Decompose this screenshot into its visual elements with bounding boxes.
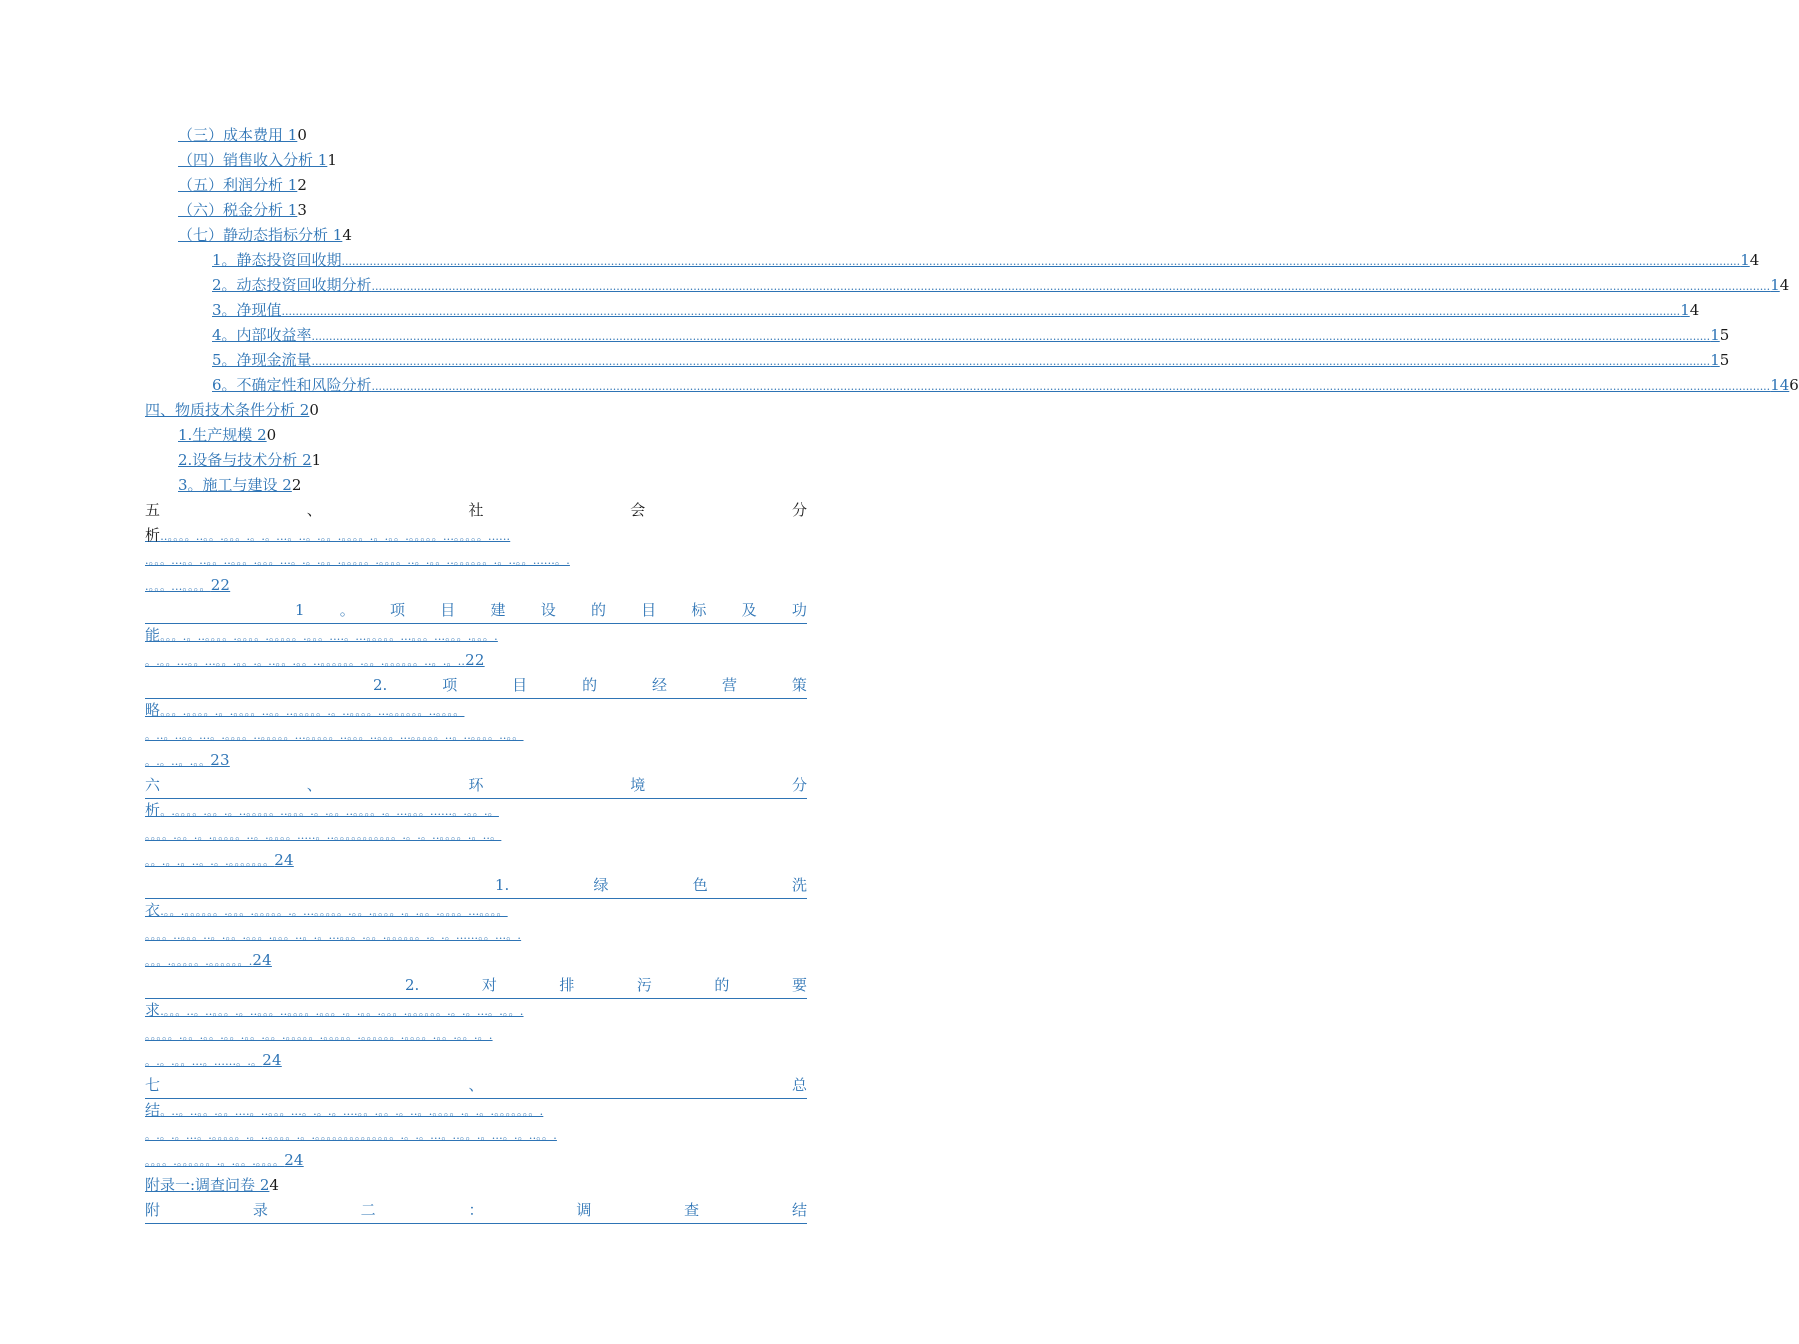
toc-section-4-item-2[interactable] [178,448,321,473]
toc-section-5-item-1-line2-lead: 能 [145,626,161,644]
toc-section-4-item-1[interactable] [178,423,276,448]
toc-subitem-1[interactable] [178,123,307,148]
toc-section-5-item-2-char: 2. [373,676,388,694]
toc-section-5-item-1-char: 及 [741,601,757,619]
toc-leader-label[interactable]: 3。净现值 [212,301,282,319]
toc-section-6-line2[interactable] [145,798,807,823]
toc-section-6-item-2-line3-dots: 。。。。。.。。.。。.。。.。。.。。.。。。。。.。。。。。.。。。。。。.。。。。.。。.。。.。. [145,1029,493,1042]
toc-subitem-1-page: 0 [297,126,307,144]
toc-section-6-item-1-line4-page[interactable]: 24 [252,951,272,969]
toc-section-5-item-1-line3[interactable] [145,648,807,673]
toc-section-5-item-2-line4-page[interactable]: 23 [210,751,230,769]
toc-section-6-line4[interactable] [145,848,807,873]
toc-section-5-heading-char: 会 [630,501,646,519]
toc-leader-page[interactable]: 14 [1770,376,1790,394]
toc-section-5-item-2-char: 项 [442,676,458,694]
toc-section-5-item-2[interactable] [145,673,807,699]
toc-section-6-item-1[interactable] [145,873,807,899]
toc-section-7-heading-char: 、 [468,1076,484,1094]
toc-section-6-heading[interactable] [145,773,807,799]
toc-section-5-heading-char: 、 [306,501,322,519]
toc-section-5-item-1-line2-dots: 。。。.。..。。。。.。。。。.。。。。。.。。。....。...。。。。。...。。。...。。。.。。。. [160,630,498,643]
toc-leader-page[interactable]: 1 [1710,326,1720,344]
toc-section-5-item-2-line2-dots: 。。。.。。。。.。.。。。。..。。..。。。。。.。..。。。。...。。。。。。..。。。。 [160,705,465,718]
toc-leader-page-tail: 6 [1789,376,1799,394]
toc-section-4-label[interactable]: 四、物质技术条件分析 2 [145,401,310,419]
toc-subitem-1-label[interactable]: （三）成本费用 1 [178,126,298,144]
toc-appendix-2-heading-char: 查 [684,1201,700,1219]
toc-section-6-item-2-line4-dots: 。.。.。。...。......。.。 [145,1055,263,1068]
toc-section-5-item-2-char: 经 [652,676,668,694]
toc-section-5-item-2-char: 的 [582,676,598,694]
toc-leader-item-1[interactable] [212,248,1760,273]
toc-section-6-item-2-line2-lead: 求 [145,1001,161,1019]
toc-section-5-item-1-char: 的 [590,601,606,619]
toc-leader-label[interactable]: 1。静态投资回收期 [212,251,342,269]
toc-section-4[interactable] [145,398,319,423]
toc-section-5-item-1-char: 目 [641,601,657,619]
toc-appendix-2-heading-char: ： [468,1201,484,1219]
dot-leader: ................................................................................................................................................................................................................................................................................................................................................................................................................ [341,255,1741,268]
toc-section-4-item-2-label[interactable]: 2.设备与技术分析 2 [178,451,312,469]
toc-subitem-5-label[interactable]: （七）静动态指标分析 1 [178,226,343,244]
toc-section-6-heading-char: 环 [468,776,484,794]
toc-section-6-heading-char: 境 [630,776,646,794]
dot-leader: ................................................................................................................................................................................................................................................................................................................................................................................................................ [311,355,1711,368]
toc-section-6-item-2-char: 2. [405,976,420,994]
toc-section-6-line2-dots: 。.。。。。.。。.。..。。。。。..。。。.。.。。..。。。。.。...。。。......。.。。.。 [160,805,499,818]
toc-section-7-heading[interactable] [145,1073,807,1099]
toc-section-5-line2-dots: ..。。。。..。。.。。。.。.。...。..。.。。.。。。。.。.。。.。。。。。...。。。。。...... [160,530,511,543]
toc-section-5-item-1-line2[interactable] [145,623,807,648]
toc-section-4-item-1-label[interactable]: 1.生产规模 2 [178,426,267,444]
toc-section-5-line4-dots: .。。。...。。。。 [145,580,211,593]
toc-section-6-line4-page[interactable]: 24 [274,851,294,869]
toc-section-5-item-1-char: 项 [390,601,406,619]
toc-section-5-item-2-line2[interactable] [145,698,807,723]
toc-section-4-item-1-page: 0 [266,426,277,444]
toc-section-6-item-2-char: 对 [481,976,497,994]
toc-section-6-heading-char: 六 [145,776,161,794]
toc-appendix-1-page: 4 [269,1176,279,1194]
toc-section-7-line3-dots: 。.。.。...。.。。。。。.。..。。。。.。.。。。。。。。。。。。。。。.。.。...。..。。.。...。.。..。。. [145,1129,557,1142]
toc-section-5-heading-char: 分 [791,501,807,519]
toc-section-4-page: 0 [309,401,319,419]
toc-leader-label[interactable]: 4。内部收益率 [212,326,312,344]
toc-section-7-heading-char: 总 [791,1076,807,1094]
toc-section-6-item-1-char: 洗 [791,876,807,894]
toc-section-6-item-2-char: 污 [636,976,652,994]
toc-section-6-item-1-line3[interactable] [145,923,807,948]
toc-section-6-heading-char: 、 [306,776,322,794]
toc-section-6-item-2-char: 排 [559,976,575,994]
toc-section-5-item-1-char: 功 [791,601,807,619]
toc-section-5-item-2-line4[interactable] [145,748,807,773]
toc-leader-page[interactable]: 1 [1770,276,1780,294]
toc-section-5-heading[interactable] [145,498,807,523]
toc-subitem-4-page: 3 [297,201,307,219]
toc-subitem-2-label[interactable]: （四）销售收入分析 1 [178,151,328,169]
toc-section-6-line3-dots: 。。。。.。。.。.。。。。。..。.。。。。.....。..。。。。。。。。。。。.。.。..。。。。.。..。 [145,829,502,842]
toc-section-5-item-1-char: 。 [339,601,355,619]
toc-section-5-item-1-char: 建 [490,601,506,619]
toc-appendix-1-label[interactable]: 附录一:调查问卷 2 [145,1176,270,1194]
toc-leader-label[interactable]: 2。动态投资回收期分析 [212,276,372,294]
toc-section-4-item-2-page: 1 [311,451,322,469]
toc-section-5-line4-page[interactable]: 22 [210,576,231,594]
toc-leader-page[interactable]: 1 [1710,351,1720,369]
toc-appendix-1[interactable] [145,1173,279,1198]
toc-section-5-line3[interactable] [145,548,807,573]
toc-section-6-item-1-line4[interactable] [145,948,807,973]
toc-leader-page[interactable]: 1 [1740,251,1750,269]
toc-section-6-item-1-char: 1. [495,876,510,894]
toc-section-6-item-2-line2-dots: .。。。..。..。。。.。..。。。..。。。。.。。。.。.。。.。。。.。。。。。。.。.。...。.。。. [160,1005,524,1018]
toc-subitem-4[interactable] [178,198,307,223]
toc-section-6-line3[interactable] [145,823,807,848]
toc-section-7-line4[interactable] [145,1148,807,1173]
toc-section-6-item-1-line4-dots: 。。。.。。。。。.。。。。。。. [145,955,253,968]
toc-section-5-item-1-char: 设 [540,601,556,619]
toc-leader-item-2[interactable] [212,273,1790,298]
toc-section-7-line4-page[interactable]: 24 [284,1151,304,1169]
toc-section-6-item-1-char: 绿 [593,876,609,894]
toc-leader-page-tail: 4 [1749,251,1760,269]
toc-section-7-line4-dots: 。。。。.。。。。。。.。.。。.。。。。 [145,1155,285,1168]
toc-appendix-2-heading-char: 附 [145,1201,161,1219]
toc-appendix-2-heading-char: 调 [576,1201,592,1219]
toc-section-5-heading-char: 社 [468,501,484,519]
toc-leader-page-tail: 5 [1719,351,1730,369]
toc-section-7-heading-char: 七 [145,1076,161,1094]
toc-section-6-item-1-char: 色 [692,876,708,894]
toc-subitem-3-page: 2 [297,176,307,194]
toc-leader-item-5[interactable] [212,348,1730,373]
dot-leader: ................................................................................................................................................................................................................................................................................................................................................................................................................ [371,380,1771,393]
toc-section-5-item-2-char: 目 [512,676,528,694]
toc-section-5-item-1-char: 标 [691,601,707,619]
toc-section-6-line4-dots: 。。.。.。..。.。.。。。。。。。 [145,855,275,868]
toc-section-5-item-2-line3[interactable] [145,723,807,748]
toc-leader-page-tail: 5 [1719,326,1730,344]
toc-subitem-2-page: 1 [327,151,337,169]
toc-section-7-line3[interactable] [145,1123,807,1148]
dot-leader: ................................................................................................................................................................................................................................................................................................................................................................................................................ [311,330,1711,343]
toc-leader-page-tail: 4 [1779,276,1790,294]
toc-subitem-5-page: 4 [342,226,352,244]
toc-section-5-item-2-line3-dots: 。..。..。。...。.。。。。..。。。。。...。。。。。..。。。..。。。...。。。。。..。..。。。。..。。 [145,729,524,742]
toc-section-6-item-2[interactable] [145,973,807,999]
toc-section-6-item-1-line2[interactable] [145,898,807,923]
toc-appendix-2-heading-char: 二 [360,1201,376,1219]
toc-subitem-2[interactable] [178,148,337,173]
toc-section-5-item-2-char: 策 [791,676,807,694]
toc-leader-item-4[interactable] [212,323,1730,348]
toc-section-6-item-1-line2-lead: 衣 [145,901,161,919]
toc-section-5-heading-char: 五 [145,501,161,519]
toc-section-5-line2[interactable] [145,523,807,548]
toc-subitem-3[interactable] [178,173,307,198]
toc-section-6-item-2-line3[interactable] [145,1023,807,1048]
toc-leader-item-6[interactable] [212,373,1799,398]
toc-section-5-line4[interactable] [145,573,807,598]
toc-subitem-4-label[interactable]: （六）税金分析 1 [178,201,298,219]
toc-section-7-line2-dots: 。..。..。。.。。....。..。。。...。.。.。....。。.。。.。..。.。。。。.。.。.。。。。。。。. [160,1105,544,1118]
toc-section-7-line2-lead: 结 [145,1101,161,1119]
toc-appendix-2-heading[interactable] [145,1198,807,1224]
toc-section-5-line2-lead: 析 [145,526,161,544]
toc-leader-page-tail: 4 [1689,301,1700,319]
toc-leader-label[interactable]: 6。不确定性和风险分析 [212,376,372,394]
toc-section-6-item-2-line2[interactable] [145,998,807,1023]
toc-section-6-item-2-line4-page[interactable]: 24 [262,1051,282,1069]
toc-leader-page[interactable]: 1 [1680,301,1690,319]
toc-section-5-item-1-line3-dots: 。.。。...。。...。。.。。.。..。。.。。..。。。。。。.。。.。。。。。。..。.。.. [145,655,466,668]
toc-section-6-item-1-line2-dots: .。。.。。。。。。.。。。.。。。。。.。...。。。。。.。。.。。。。.。.。。.。。。。...。。。。 [160,905,508,918]
toc-section-5-line3-dots: .。。。...。。..。。..。。。.。。。...。.。.。。.。。。。。.。。。。..。.。。..。。。。。。.。..。。......。. [145,554,570,567]
toc-section-6-item-2-line4[interactable] [145,1048,807,1073]
toc-section-6-item-1-line3-dots: 。。。。..。。。..。.。。.。。。.。。。..。.。...。。。.。。.。。。。。。.。.。......。。...。. [145,929,522,942]
toc-section-6-heading-char: 分 [791,776,807,794]
toc-section-5-item-2-line4-dots: 。.。..。.。。 [145,755,211,768]
toc-section-4-item-3[interactable] [178,473,301,498]
toc-section-5-item-2-char: 营 [721,676,737,694]
toc-section-5-item-1-char: 1 [295,601,305,619]
toc-subitem-3-label[interactable]: （五）利润分析 1 [178,176,298,194]
toc-section-5-item-1-char: 目 [440,601,456,619]
toc-section-4-item-3-page: 2 [291,476,302,494]
dot-leader: ................................................................................................................................................................................................................................................................................................................................................................................................................ [371,280,1771,293]
toc-subitem-5[interactable] [178,223,352,248]
toc-appendix-2-heading-char: 结 [791,1201,807,1219]
dot-leader: ................................................................................................................................................................................................................................................................................................................................................................................................................ [281,305,1681,318]
toc-section-7-line2[interactable] [145,1098,807,1123]
toc-section-4-item-3-label[interactable]: 3。施工与建设 2 [178,476,292,494]
toc-leader-item-3[interactable] [212,298,1700,323]
toc-section-6-item-2-char: 的 [714,976,730,994]
toc-section-5-item-2-line2-lead: 略 [145,701,161,719]
toc-section-5-item-1-line3-page[interactable]: 22 [465,651,485,669]
toc-section-6-line2-lead: 析 [145,801,161,819]
toc-leader-label[interactable]: 5。净现金流量 [212,351,312,369]
toc-appendix-2-heading-char: 录 [252,1201,268,1219]
toc-section-6-item-2-char: 要 [791,976,807,994]
toc-section-5-item-1[interactable] [145,598,807,624]
